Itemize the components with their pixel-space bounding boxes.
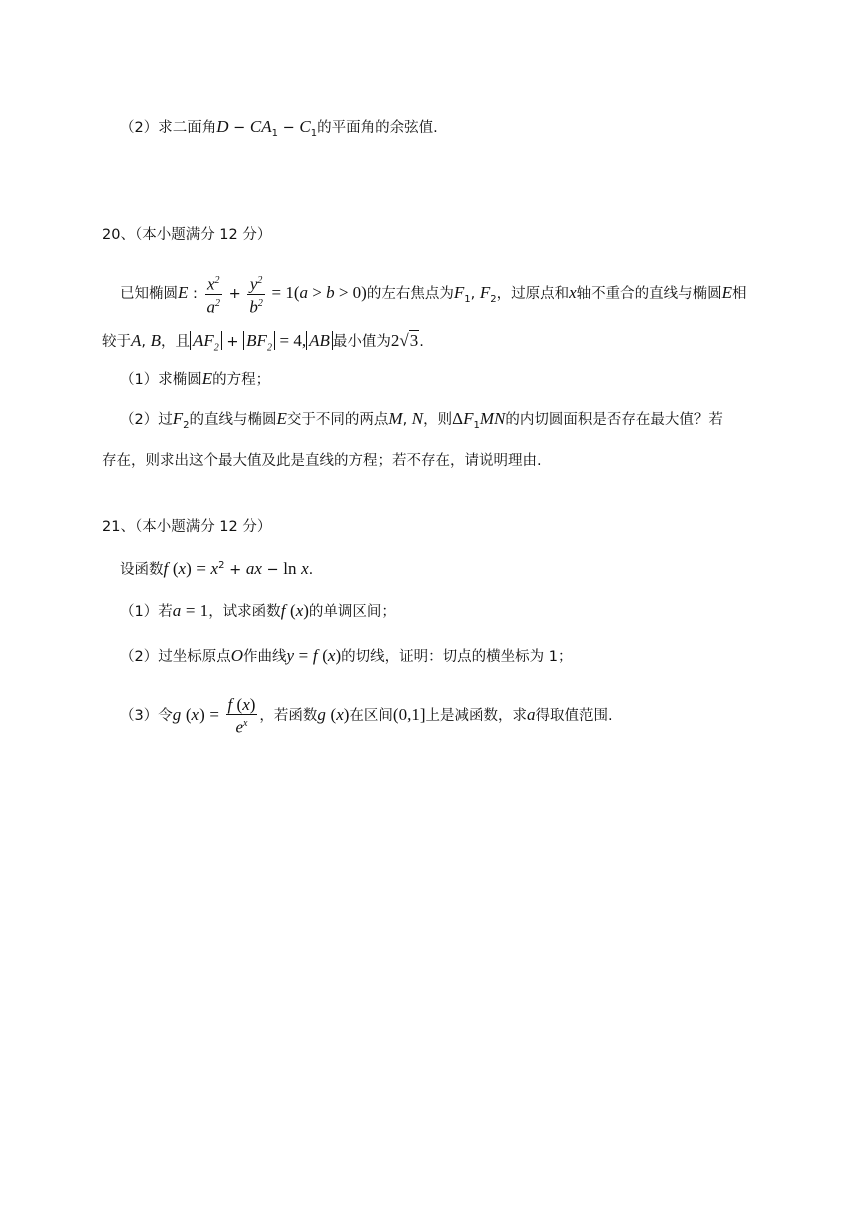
q20-part2-line2: 存在，则求出这个最大值及此是直线的方程；若不存在，请说明理由. bbox=[102, 453, 542, 469]
q20-stem-line1: 已知椭圆E : $\frac{x^2}{a^2}$ + $\frac{y^2}{b^2}$ = 1(a > b > 0)的左右焦点为$F_1$, $F_2$，过原点和x轴不重合的直线与椭圆E相 bbox=[120, 272, 747, 320]
q21-stem: 设函数f $(x) = x^2$ + ax − ln x. bbox=[120, 558, 314, 578]
q21-header: 21、（本小题满分 12 分） bbox=[102, 519, 272, 535]
q20-stem-line2: 较于A, B，且 $AF_2 + BF_2 = 4$, AB 最小值为2√3. bbox=[102, 331, 424, 354]
q21-part3: （3）令g (x) = $\frac{f (x)}{e^x}$ ，若函数g (x)在区间(0,1]上是减函数，求a得取值范围. bbox=[120, 694, 613, 737]
q21-part1: （1）若a = 1，试求函数f (x)的单调区间； bbox=[120, 601, 396, 620]
q20-part2-line1: （2）过$F_2$的直线与椭圆E交于不同的两点M, N，则$\Delta F_1MN$的内切圆面积是否存在最大值？若 bbox=[120, 409, 723, 431]
q20-header: 20、（本小题满分 12 分） bbox=[102, 227, 272, 243]
q19-part2: （2）求二面角$D - CA_1 - C_1$的平面角的余弦值. bbox=[120, 117, 438, 139]
q21-part2: （2）过坐标原点O作曲线y = f (x)的切线，证明：切点的横坐标为 1； bbox=[120, 646, 573, 665]
q20-part1: （1）求椭圆E的方程； bbox=[120, 369, 271, 388]
